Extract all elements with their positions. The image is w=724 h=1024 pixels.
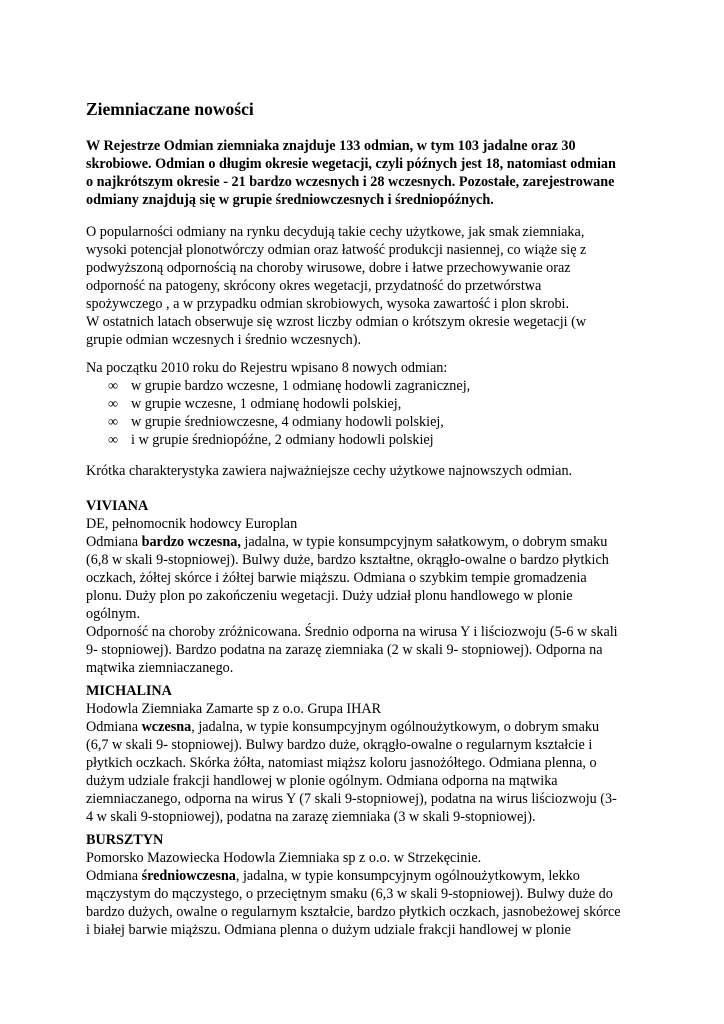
- infinity-bullet-icon: ∞: [108, 414, 119, 430]
- variety-breeder: Hodowla Ziemniaka Zamarte sp z o.o. Grupa IHAR: [86, 701, 382, 717]
- text-line: mątwika ziemniaczanego.: [86, 660, 234, 676]
- text-line: W ostatnich latach obserwuje się wzrost liczby odmian o krótszym okresie wegetacji (w: [86, 314, 587, 330]
- text-line: 4 w skali 9-stopniowej), podatna na zarazę ziemniaka (3 w skali 9-stopniowej).: [86, 809, 536, 825]
- summary-text: Krótka charakterystyka zawiera najważniejsze cechy użytkowe najnowszych odmian.: [86, 463, 573, 479]
- maturity-class: wczesna: [141, 719, 192, 735]
- intro-line: odmiany znajdują się w grupie średniowczesnych i średniopóźnych.: [86, 192, 494, 208]
- text-line: (6,7 w skali 9- stopniowej). Bulwy bardzo duże, okrągło-owalne o regularnym kształcie i: [86, 737, 593, 753]
- text-line: i białej barwie miąższu. Odmiana plenna o dużym udziale frakcji handlowej w plonie: [86, 922, 571, 938]
- list-item: [108, 413, 470, 431]
- intro-line: o najkrótszym okresie - 21 bardzo wczesnych i 28 wczesnych. Pozostałe, zarejestrowane: [86, 174, 615, 190]
- text-line: dużym udziale frakcji handlowej w plonie ogólnym. Odmiana odporna na mątwika: [86, 773, 558, 789]
- list-intro-text: Na początku 2010 roku do Rejestru wpisano 8 nowych odmian:: [86, 360, 448, 376]
- list-item-text: w grupie średniowczesne, 4 odmiany hodowli polskiej,: [131, 414, 444, 430]
- variety-bursztyn: [86, 831, 646, 939]
- text-line: O popularności odmiany na rynku decydują takie cechy użytkowe, jak smak ziemniaka,: [86, 224, 585, 240]
- infinity-bullet-icon: ∞: [108, 396, 119, 412]
- text-line: plonu. Duży plon po zakończeniu wegetacji. Duży udział plonu handlowego w plonie: [86, 588, 573, 604]
- text-line: (6,8 w skali 9-stopniowej). Bulwy duże, bardzo kształtne, okrągło-owalne o bardzo płytkich: [86, 552, 609, 568]
- list-item-text: w grupie wczesne, 1 odmianę hodowli polskiej,: [131, 396, 402, 412]
- variety-name: BURSZTYN: [86, 832, 164, 848]
- list-item: [108, 395, 470, 413]
- text-line: ogólnym.: [86, 606, 140, 622]
- intro-paragraph: [86, 137, 646, 209]
- variety-breeder: DE, pełnomocnik hodowcy Europlan: [86, 516, 298, 532]
- infinity-bullet-icon: ∞: [108, 432, 119, 448]
- intro-line: W Rejestrze Odmian ziemniaka znajduje 133 odmian, w tym 103 jadalne oraz 30: [86, 138, 576, 154]
- list-item-text: w grupie bardzo wczesne, 1 odmianę hodowli zagranicznej,: [131, 378, 471, 394]
- text-line: odporność na patogeny, skrócony okres wegetacji, przydatność do przetwórstwa: [86, 278, 542, 294]
- page-title: Ziemniaczane nowości: [86, 99, 254, 119]
- text-line: wysoki potencjał plonotwórczy odmian oraz łatwość produkcji nasiennej, co wiąże się z: [86, 242, 587, 258]
- list-item: [108, 431, 470, 449]
- variety-viviana: [86, 497, 646, 677]
- infinity-bullet-icon: ∞: [108, 378, 119, 394]
- text-line: mączystym do mączystego, o przeciętnym smaku (6,3 w skali 9-stopniowej). Bulwy duże do: [86, 886, 613, 902]
- variety-name: VIVIANA: [86, 498, 149, 514]
- variety-first-line: Odmiana średniowczesna, jadalna, w typie konsumpcyjnym ogólnoużytkowym, lekko: [86, 868, 580, 884]
- text-line: oczkach, żółtej skórce i żółtej barwie miąższu. Odmiana o szybkim tempie gromadzenia: [86, 570, 587, 586]
- popularity-paragraph: [86, 223, 646, 349]
- variety-first-line: Odmiana bardzo wczesna, jadalna, w typie konsumpcyjnym sałatkowym, o dobrym smaku: [86, 534, 608, 550]
- list-intro: [86, 359, 646, 377]
- text-line: płytkich oczkach. Skórka żółta, natomiast miąższ koloru jasnożółtego. Odmiana plenna, o: [86, 755, 597, 771]
- text-line: 9- stopniowej). Bardzo podatna na zarazę ziemniaka (2 w skali 9- stopniowej). Odporna na: [86, 642, 603, 658]
- list-item-text: i w grupie średniopóźne, 2 odmiany hodowli polskiej: [131, 432, 434, 448]
- maturity-class: bardzo wczesna,: [141, 534, 241, 550]
- variety-michalina: [86, 682, 646, 826]
- text-line: podwyższoną odpornością na choroby wirusowe, dobre i łatwe przechowywanie oraz: [86, 260, 571, 276]
- variety-name: MICHALINA: [86, 683, 172, 699]
- maturity-class: średniowczesna: [141, 868, 236, 884]
- variety-first-line: Odmiana wczesna, jadalna, w typie konsumpcyjnym ogólnoużytkowym, o dobrym smaku: [86, 719, 600, 735]
- text-line: Odporność na choroby zróżnicowana. Średnio odporna na wirusa Y i liściozwoju (5-6 w skali: [86, 624, 618, 640]
- intro-line: skrobiowe. Odmian o długim okresie wegetacji, czyli późnych jest 18, natomiast odmian: [86, 156, 616, 172]
- summary-paragraph: [86, 462, 646, 480]
- text-line: bardzo dużych, owalne o regularnym kształcie, bardzo płytkich oczkach, jasnobeżowej skórce: [86, 904, 621, 920]
- variety-breeder: Pomorsko Mazowiecka Hodowla Ziemniaka sp z o.o. w Strzekęcinie.: [86, 850, 482, 866]
- list-item: [108, 377, 470, 395]
- text-line: spożywczego , a w przypadku odmian skrobiowych, wysoka zawartość i plon skrobi.: [86, 296, 570, 312]
- text-line: grupie odmian wczesnych i średnio wczesnych).: [86, 332, 361, 348]
- text-line: ziemniaczanego, odporna na wirus Y (7 skali 9-stopniowej), podatna na wirus liściozwoju (3-: [86, 791, 617, 807]
